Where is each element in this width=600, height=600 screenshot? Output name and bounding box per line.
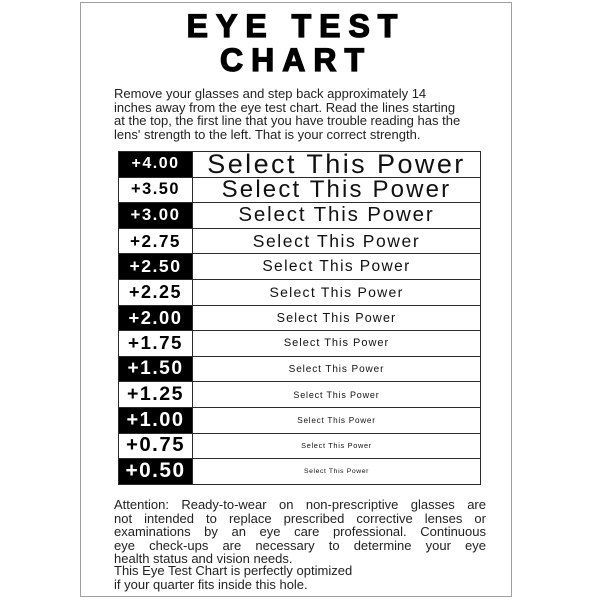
power-label: +1.25 — [119, 382, 193, 407]
row-text: Select This Power — [283, 337, 390, 350]
table-row — [119, 178, 480, 204]
row-text: Select This Power — [303, 467, 370, 475]
power-label: +1.75 — [119, 331, 193, 356]
footer-note — [114, 564, 352, 592]
table-row — [119, 357, 480, 383]
table-row — [119, 229, 480, 255]
power-label: +2.75 — [119, 229, 193, 254]
table-row — [119, 203, 480, 229]
power-label: +1.00 — [119, 408, 193, 433]
table-row — [119, 152, 480, 178]
row-text: Select This Power — [293, 389, 380, 400]
attention-line: not intended to replace prescribed corrective lenses or — [114, 510, 486, 526]
attention-text — [114, 498, 486, 566]
row-text: Select This Power — [221, 177, 452, 203]
intro-line: inches away from the eye test chart. Read the lines starting — [114, 99, 456, 115]
attention-line: examinations by an eye care professional. Continuous — [114, 524, 486, 540]
power-label: +2.00 — [119, 306, 193, 331]
footer-line: if your quarter fits inside this hole. — [114, 577, 308, 592]
page-frame — [80, 2, 512, 597]
table-row — [119, 382, 480, 408]
power-label: +1.50 — [119, 357, 193, 382]
attention-line: eye check-ups are necessary to determine your eye — [114, 537, 486, 553]
table-row — [119, 280, 480, 306]
row-text: Select This Power — [262, 257, 411, 275]
row-text: Select This Power — [269, 284, 404, 301]
power-label: +4.00 — [119, 152, 193, 177]
intro-line: at the top, the first line that you have trouble reading has the — [114, 113, 461, 129]
table-row — [119, 434, 480, 460]
title-line-1: EYE TEST — [186, 8, 406, 44]
footer-line: This Eye Test Chart is perfectly optimized — [114, 563, 353, 578]
table-row — [119, 331, 480, 357]
row-text: Select This Power — [276, 310, 397, 325]
table-row — [119, 408, 480, 434]
power-table — [118, 151, 481, 485]
intro-text — [114, 87, 499, 141]
row-text: Select This Power — [297, 415, 376, 425]
table-row — [119, 459, 480, 484]
intro-line: Remove your glasses and step back approximately 14 — [114, 86, 427, 101]
row-text: Select This Power — [238, 203, 435, 227]
table-row — [119, 306, 480, 332]
power-label: +0.50 — [119, 459, 193, 484]
power-label: +2.50 — [119, 254, 193, 279]
row-text: Select This Power — [207, 152, 466, 177]
page-title — [81, 9, 511, 77]
power-label: +3.50 — [119, 178, 193, 203]
row-text: Select This Power — [288, 363, 385, 375]
table-row — [119, 254, 480, 280]
power-label: +3.00 — [119, 203, 193, 228]
power-label: +2.25 — [119, 280, 193, 305]
intro-line: lens' strength to the left. That is your correct strength. — [114, 126, 421, 142]
attention-line: Attention: Ready-to-wear on non-prescriptive glasses are — [114, 497, 486, 512]
row-text: Select This Power — [252, 230, 421, 251]
row-text: Select This Power — [301, 441, 372, 451]
title-line-2: CHART — [220, 42, 372, 78]
attention-line: health status and vision needs. — [114, 551, 293, 567]
power-label: +0.75 — [119, 434, 193, 459]
